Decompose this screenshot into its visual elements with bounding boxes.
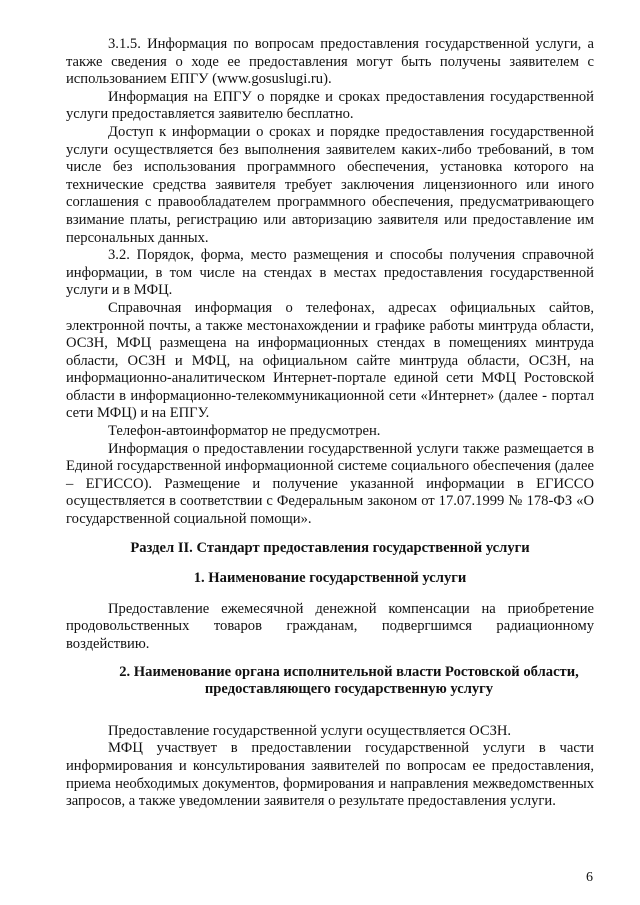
- paragraph-mfc: МФЦ участвует в предоставлении государственной услуги в части информирования и консультирования заявителей по вопросам ее предоставления, приема необходимых документов, формирования и направления межведомственных запросов, а также уведомлении заявителя о результате предоставления услуги.: [66, 740, 594, 810]
- paragraph-3-1-5: 3.1.5. Информация по вопросам предоставления государственной услуги, а также сведения о ходе ее предоставления могут быть получены заявителем с использованием ЕПГУ (www.gosuslugi.ru).: [66, 36, 594, 88]
- paragraph-3-2: 3.2. Порядок, форма, место размещения и способы получения справочной информации, в том числе на стендах в местах предоставления государственной услуги и в МФЦ.: [66, 247, 594, 299]
- paragraph-egisso: Информация о предоставлении государственной услуги также размещается в Единой государственной информационной системе социального обеспечения (далее – ЕГИССО). Размещение и получение указанной информации в ЕГИССО осуществляется в соответствии с Федеральным законом от 17.07.1999 № 178-ФЗ «О государственной социальной помощи».: [66, 440, 594, 528]
- document-page: [66, 36, 594, 811]
- paragraph-service-name: Предоставление ежемесячной денежной компенсации на приобретение продовольственных товаров гражданам, подвергшимся радиационному воздействию.: [66, 600, 594, 652]
- paragraph-reference-info: Справочная информация о телефонах, адресах официальных сайтов, электронной почты, а также местонахождении и графике работы минтруда области, ОСЗН, МФЦ размещена на информационных стендах в помещениях минтруда области, ОСЗН и МФЦ, на официальном сайте минтруда области, ОСЗН, на информационно-аналитическом Интернет-портале единой сети МФЦ Ростовской области в информационно-телекоммуникационной сети «Интернет» (далее - портал сети МФЦ) и на ЕПГУ.: [66, 299, 594, 422]
- paragraph-epgu-free: Информация на ЕПГУ о порядке и сроках предоставления государственной услуги предоставляется заявителю бесплатно.: [66, 88, 594, 123]
- subheading-authority: [66, 664, 594, 699]
- page-number: 6: [586, 870, 593, 885]
- paragraph-access: Доступ к информации о сроках и порядке предоставления государственной услуги осуществляется без выполнения заявителем каких-либо требований, в том числе без использования программного обеспечения, установка которого на технические средства заявителя требует заключения лицензионного или иного соглашения с правообладателем программного обеспечения, предусматривающего взимание платы, регистрацию или авторизацию заявителя или предоставление им персональных данных.: [66, 123, 594, 246]
- paragraph-oszn: Предоставление государственной услуги осуществляется ОСЗН.: [108, 722, 512, 739]
- subheading-authority-line2: предоставляющего государственную услугу: [204, 681, 494, 698]
- paragraph-phone: Телефон-автоинформатор не предусмотрен.: [108, 423, 381, 440]
- subheading-service-name: 1. Наименование государственной услуги: [193, 570, 467, 587]
- section-heading: Раздел II. Стандарт предоставления государственной услуги: [130, 539, 530, 556]
- subheading-authority-line1: 2. Наименование органа исполнительной власти Ростовской области,: [119, 663, 579, 680]
